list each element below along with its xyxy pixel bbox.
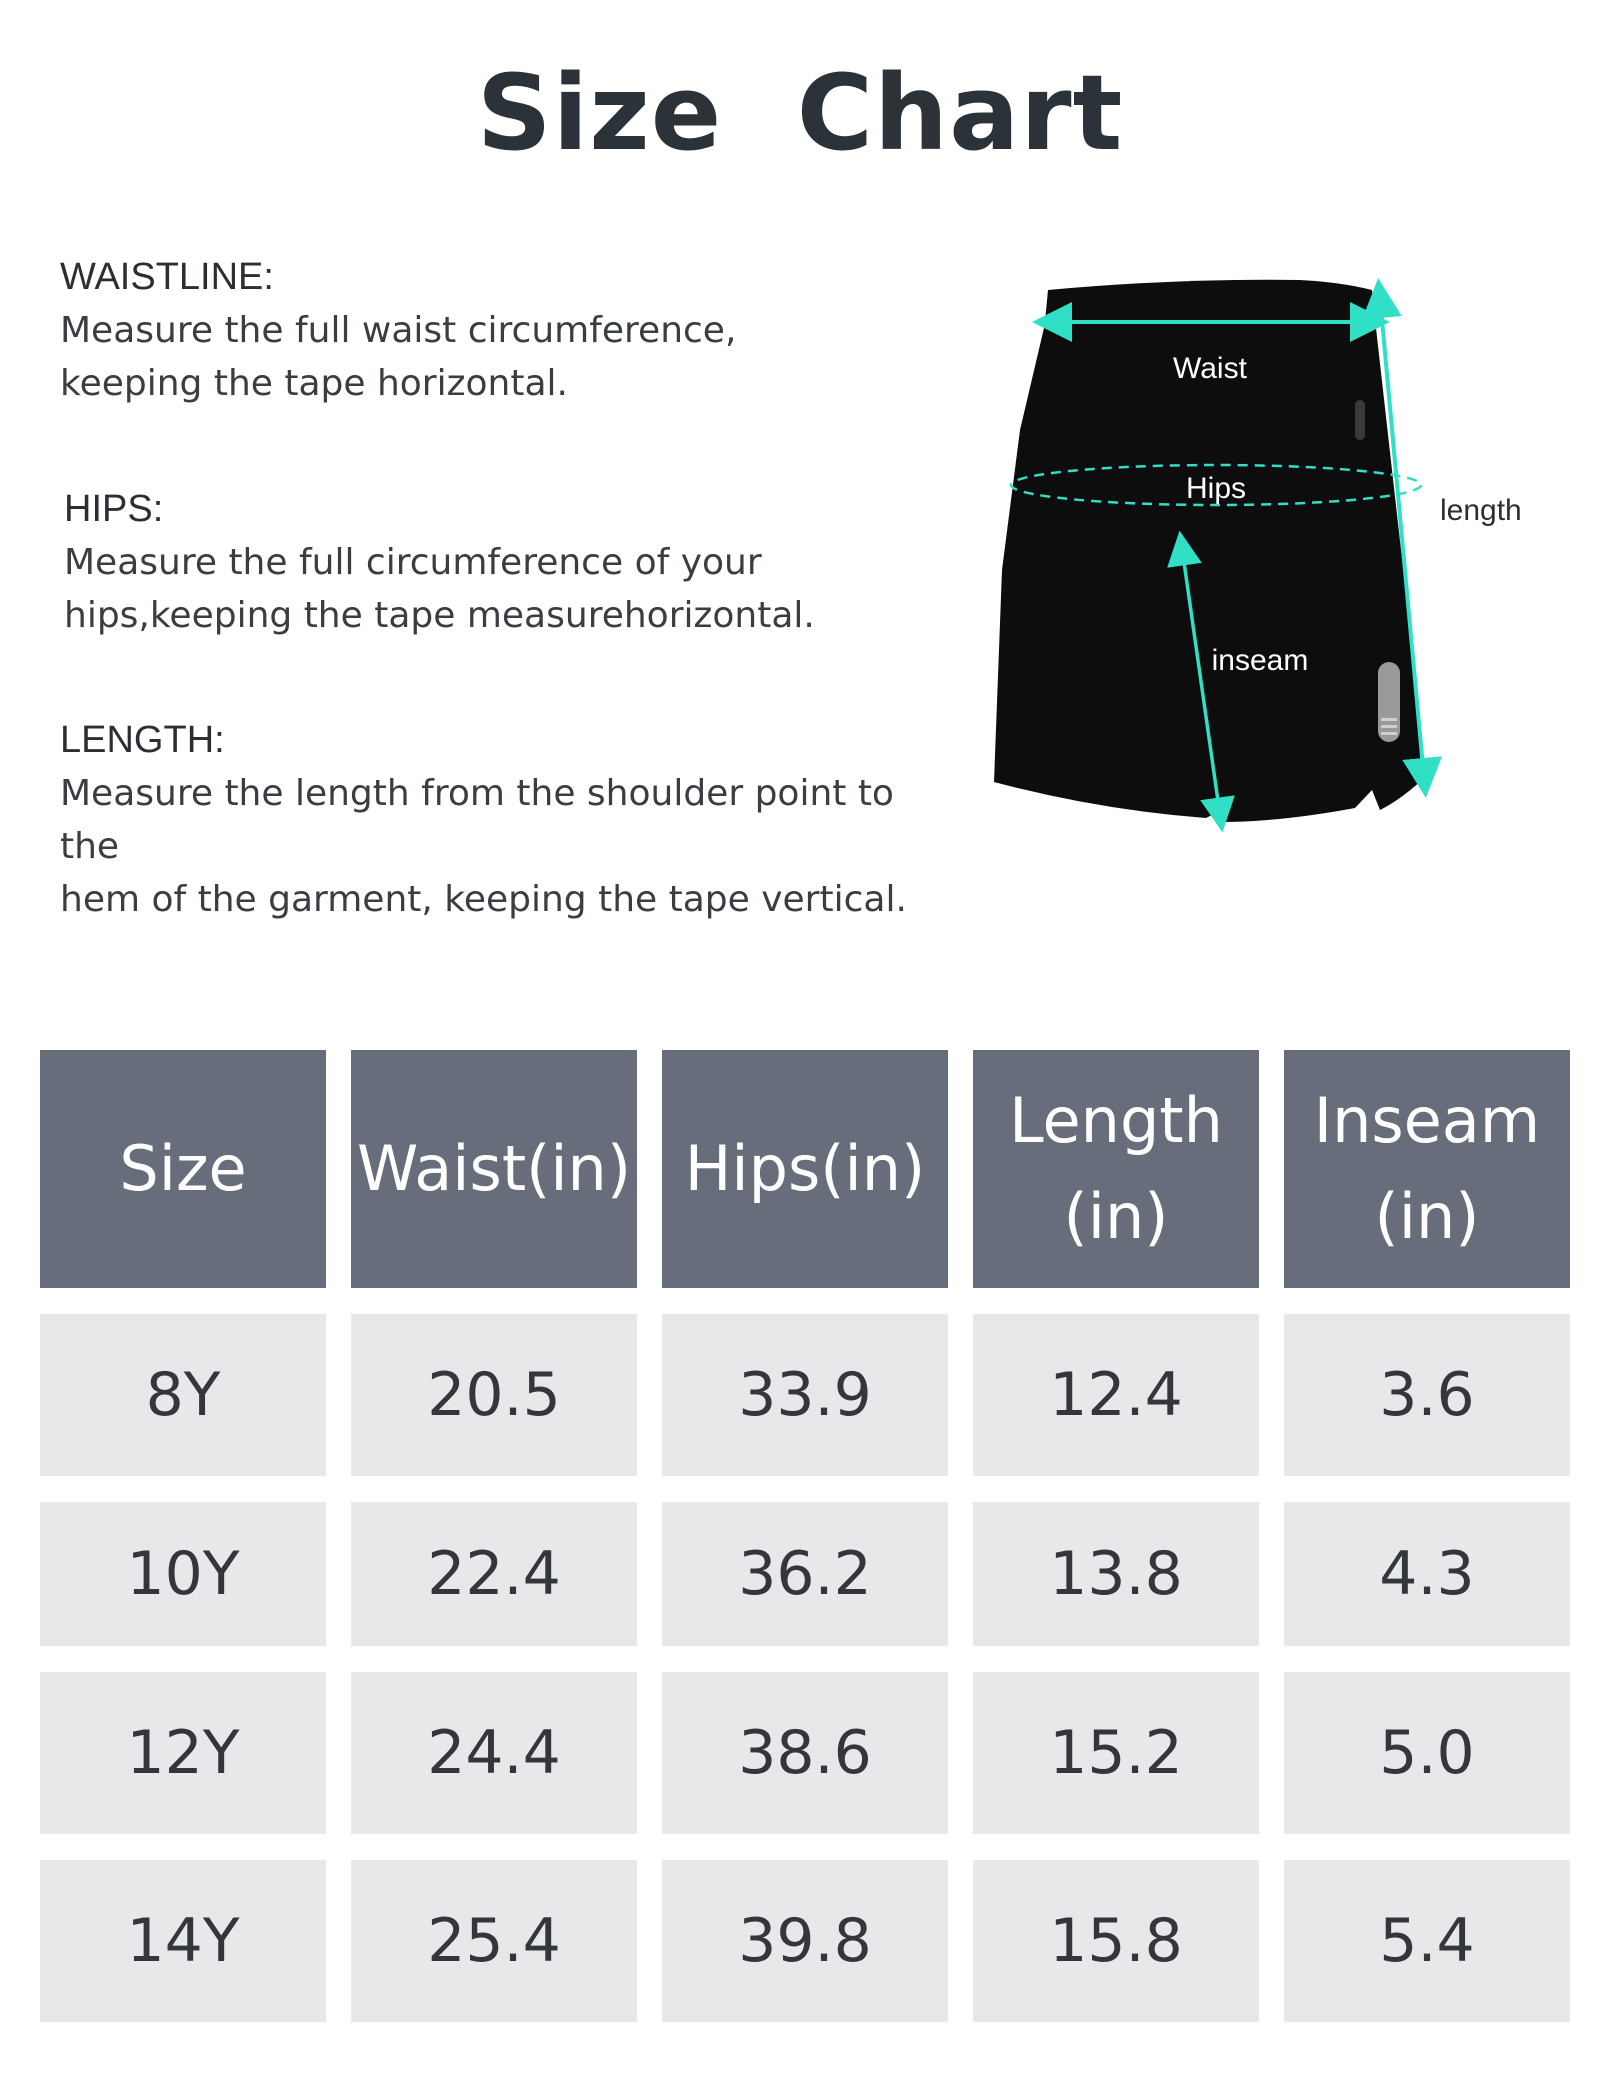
waistline-heading: WAISTLINE: [60, 256, 274, 298]
hips-text-line-1: Measure the full circumference of your [64, 542, 762, 583]
header-waist: Waist(in) [351, 1050, 637, 1288]
cell-inseam: 5.0 [1284, 1672, 1570, 1834]
cell-length: 15.8 [973, 1860, 1259, 2022]
cell-inseam: 3.6 [1284, 1314, 1570, 1476]
hips-label: Hips [1185, 472, 1247, 505]
waistline-text-line-2: keeping the tape horizontal. [60, 363, 568, 404]
length-text-line-1: Measure the length from the shoulder point to the [60, 773, 894, 867]
cell-size: 10Y [40, 1502, 326, 1646]
cell-size: 14Y [40, 1860, 326, 2022]
hips-text-line-2: hips,keeping the tape measurehorizontal. [64, 595, 815, 636]
cell-length: 12.4 [973, 1314, 1259, 1476]
header-hips: Hips(in) [662, 1050, 948, 1288]
table-row [40, 1314, 1570, 1476]
page-title: Size Chart [476, 52, 1124, 174]
cell-size: 8Y [40, 1314, 326, 1476]
cell-waist: 22.4 [351, 1502, 637, 1646]
table-row [40, 1672, 1570, 1834]
header-length: Length (in) [973, 1050, 1259, 1288]
cell-hips: 36.2 [662, 1502, 948, 1646]
header-inseam: Inseam (in) [1284, 1050, 1570, 1288]
length-text-line-2: hem of the garment, keeping the tape vertical. [60, 879, 907, 920]
waist-label: Waist [1173, 352, 1247, 385]
cell-hips: 39.8 [662, 1860, 948, 2022]
waistline-text-line-1: Measure the full waist circumference, [60, 310, 737, 351]
header-size: Size [40, 1050, 326, 1288]
table-row [40, 1860, 1570, 2022]
cell-waist: 25.4 [351, 1860, 637, 2022]
pocket-zipper [1355, 400, 1365, 440]
cell-hips: 38.6 [662, 1672, 948, 1834]
reflective-strip [1378, 662, 1400, 742]
cell-inseam: 4.3 [1284, 1502, 1570, 1646]
table-row [40, 1502, 1570, 1646]
cell-waist: 20.5 [351, 1314, 637, 1476]
waistline-section [60, 250, 960, 410]
length-section [60, 713, 960, 926]
table-header-row [40, 1050, 1570, 1288]
shorts-waistband [1044, 280, 1376, 336]
cell-length: 13.8 [973, 1502, 1259, 1646]
shorts-diagram [980, 270, 1560, 840]
cell-size: 12Y [40, 1672, 326, 1834]
hips-section [64, 482, 964, 642]
hips-heading: HIPS: [64, 488, 164, 530]
cell-inseam: 5.4 [1284, 1860, 1570, 2022]
inseam-label: inseam [1211, 644, 1309, 677]
length-heading: LENGTH: [60, 719, 225, 761]
cell-hips: 33.9 [662, 1314, 948, 1476]
length-label: length [1440, 494, 1522, 527]
cell-waist: 24.4 [351, 1672, 637, 1834]
cell-length: 15.2 [973, 1672, 1259, 1834]
